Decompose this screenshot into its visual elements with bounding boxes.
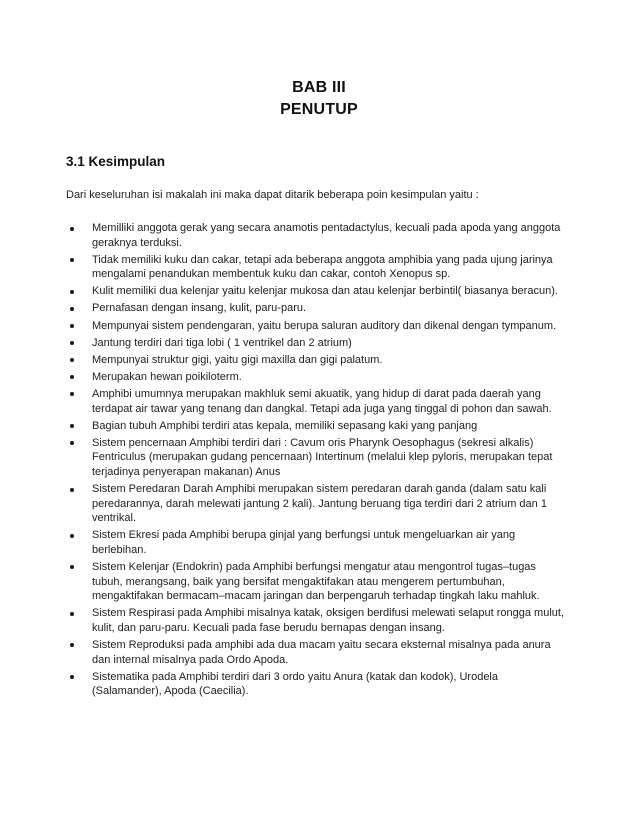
list-item [66, 353, 568, 368]
bullet-icon [70, 290, 74, 294]
section-heading: 3.1 Kesimpulan [66, 154, 166, 169]
list-item [66, 436, 568, 480]
conclusion-list [66, 221, 568, 701]
list-item [66, 253, 568, 282]
list-item [66, 638, 568, 667]
bullet-icon [70, 441, 74, 445]
list-item [66, 319, 568, 334]
list-item [66, 387, 568, 416]
list-item [66, 670, 568, 699]
list-item-text: Sistem pencernaan Amphibi terdiri dari : Cavum oris Pharynk Oesophagus (sekresi alkalis) Fentriculus (merupakan gudang pencernaan) Intertinum (melalui klep pyloris, merupakan tepat terjadinya penyerapan makanan) Anus [92, 436, 553, 478]
list-item [66, 221, 568, 250]
chapter-name: PENUTUP [280, 101, 358, 118]
bullet-icon [70, 675, 74, 679]
list-item [66, 482, 568, 526]
list-item-text: Sistem Reproduksi pada amphibi ada dua macam yaitu secara eksternal misalnya pada anura dan internal misalnya pada Ordo Apoda. [92, 638, 551, 666]
bullet-icon [70, 324, 74, 328]
list-item-text: Sistematika pada Amphibi terdiri dari 3 ordo yaitu Anura (katak dan kodok), Urodela (Salamander), Apoda (Caecilia). [92, 670, 498, 698]
list-item [66, 528, 568, 557]
bullet-icon [70, 565, 74, 569]
list-item [66, 284, 568, 299]
list-item-text: Sistem Peredaran Darah Amphibi merupakan sistem peredaran darah ganda (dalam satu kali peredarannya, darah melewati jantung 2 kali). Jantung beruang tiga terdiri dari 2 atrium dan 1 ventrikal. [92, 483, 547, 525]
list-item-text: Pernafasan dengan insang, kulit, paru-paru. [92, 302, 307, 315]
list-item [66, 370, 568, 385]
bullet-icon [70, 612, 74, 616]
chapter-number: BAB III [292, 79, 346, 96]
chapter-title [0, 77, 638, 121]
list-item-text: Amphibi umumnya merupakan makhluk semi akuatik, yang hidup di darat pada daerah yang terdapat air tawar yang tenang dan dangkal. Tetapi ada juga yang tinggal di pohon dan sawah. [92, 387, 552, 415]
bullet-icon [70, 534, 74, 538]
list-item-text: Merupakan hewan poikiloterm. [92, 370, 242, 383]
bullet-icon [70, 424, 74, 428]
list-item-text: Tidak memiliki kuku dan cakar, tetapi ada beberapa anggota amphibia yang pada ujung jarinya mengalami penandukan membentuk kuku dan cakar, contoh Xenopus sp. [92, 253, 553, 281]
list-item-text: Bagian tubuh Amphibi terdiri atas kepala, memiliki sepasang kaki yang panjang [92, 419, 478, 432]
bullet-icon [70, 488, 74, 492]
list-item-text: Memilliki anggota gerak yang secara anamotis pentadactylus, kecuali pada apoda yang anggota geraknya terduksi. [92, 222, 561, 249]
list-item-text: Mempunyai sistem pendengaran, yaitu berupa saluran auditory dan dikenal dengan tympanum. [92, 319, 557, 332]
list-item [66, 606, 568, 635]
list-item-text: Jantung terdiri dari tiga lobi ( 1 ventrikel dan 2 atrium) [92, 336, 352, 349]
list-item [66, 336, 568, 351]
bullet-icon [70, 375, 74, 379]
list-item-text: Kulit memiliki dua kelenjar yaitu kelenjar mukosa dan atau kelenjar berbintil( biasanya beracun). [92, 285, 558, 298]
list-item-text: Sistem Kelenjar (Endokrin) pada Amphibi berfungsi mengatur atau mengontrol tugas–tugas tubuh, merangsang, baik yang bersifat mengaktifakan atau mengerem pertumbuhan, mengaktifakan bermacam–macam jaringan dan berpengaruh terhadap tingkah laku mahluk. [92, 560, 540, 603]
list-item-text: Sistem Respirasi pada Amphibi misalnya katak, oksigen berdifusi melewati selaput rongga mulut, kulit, dan paru-paru. Kecuali pada fase berudu bernapas dengan insang. [92, 607, 565, 634]
bullet-icon [70, 341, 74, 345]
bullet-icon [70, 643, 74, 647]
list-item [66, 301, 568, 316]
bullet-icon [70, 227, 74, 231]
bullet-icon [70, 307, 74, 311]
list-item [66, 419, 568, 434]
bullet-icon [70, 258, 74, 262]
intro-paragraph: Dari keseluruhan isi makalah ini maka dapat ditarik beberapa poin kesimpulan yaitu : [66, 189, 479, 201]
bullet-icon [70, 358, 74, 362]
bullet-icon [70, 392, 74, 396]
list-item [66, 560, 568, 604]
list-item-text: Sistem Ekresi pada Amphibi berupa ginjal yang berfungsi untuk mengeluarkan air yang berlebihan. [92, 529, 516, 556]
list-item-text: Mempunyai struktur gigi, yaitu gigi maxilla dan gigi palatum. [92, 353, 383, 366]
